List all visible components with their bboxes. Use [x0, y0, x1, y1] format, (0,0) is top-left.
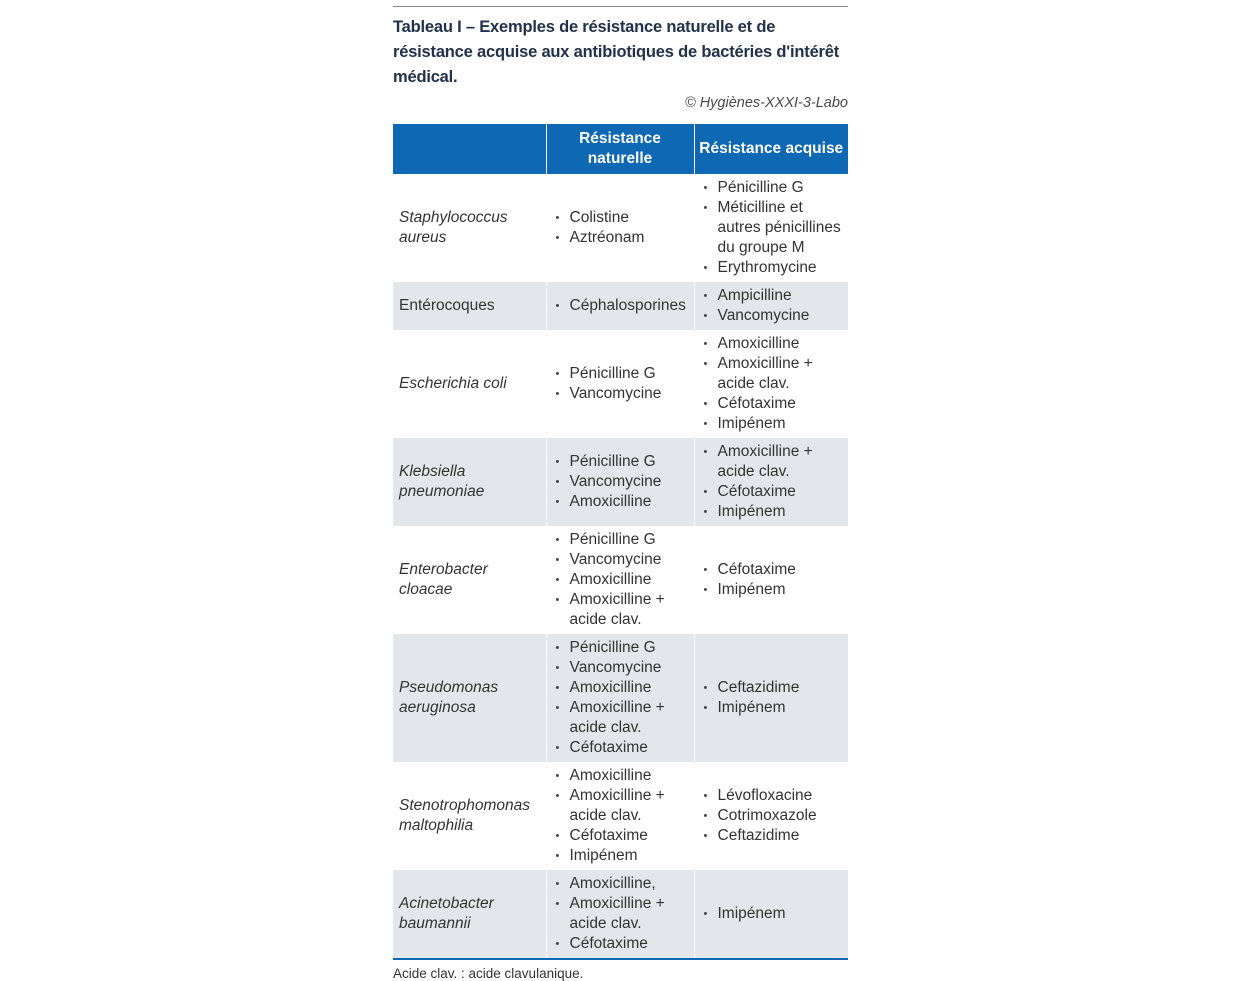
- antibiotic-list: [701, 904, 845, 924]
- antibiotic-item: • Amoxicilline: [553, 570, 690, 590]
- antibiotic-list: [701, 286, 845, 326]
- species-cell: Klebsiella pneumoniae: [393, 438, 546, 526]
- antibiotic-list: [701, 678, 845, 718]
- antibiotic-list: [553, 874, 690, 954]
- antibiotic-list: [553, 530, 690, 630]
- species-cell: Enterobacter cloacae: [399, 561, 488, 598]
- antibiotic-item: • Ceftazidime: [701, 826, 845, 846]
- antibiotic-item: • Amoxicilline,: [553, 874, 690, 894]
- antibiotic-item: • Lévofloxacine: [701, 786, 845, 806]
- antibiotic-item: • Vancomycine: [553, 472, 690, 492]
- header-row: [393, 124, 848, 174]
- header-species: [393, 124, 546, 174]
- table-row: [393, 870, 848, 958]
- antibiotic-item: • Erythromycine: [701, 258, 845, 278]
- antibiotic-item: • Céfotaxime: [701, 560, 845, 580]
- antibiotic-item: • Cotrimoxazole: [701, 806, 845, 826]
- acquired-resistance-cell: [694, 870, 848, 958]
- antibiotic-item: • Céfotaxime: [701, 482, 845, 502]
- table-row: [393, 526, 848, 634]
- antibiotic-item: • Ampicilline: [701, 286, 845, 306]
- acquired-resistance-cell: [694, 634, 848, 762]
- antibiotic-item: • Céfotaxime: [701, 394, 845, 414]
- antibiotic-item: • Amoxicilline + acide clav.: [553, 698, 690, 738]
- antibiotic-item: • Céfotaxime: [553, 934, 690, 954]
- header-natural-resistance: Résistance naturelle: [546, 124, 694, 174]
- natural-resistance-cell: [546, 634, 694, 762]
- antibiotic-list: [553, 296, 690, 316]
- antibiotic-list: [701, 786, 845, 846]
- antibiotic-item: • Vancomycine: [553, 550, 690, 570]
- antibiotic-item: • Imipénem: [701, 698, 845, 718]
- antibiotic-item: • Amoxicilline + acide clav.: [553, 786, 690, 826]
- acquired-resistance-cell: [694, 174, 848, 282]
- table-row: [393, 438, 848, 526]
- table-row: [393, 634, 848, 762]
- antibiotic-item: • Vancomycine: [553, 384, 690, 404]
- antibiotic-list: [553, 638, 690, 758]
- antibiotic-item: • Amoxicilline: [553, 492, 690, 512]
- species-cell: Staphylococcus aureus: [399, 209, 508, 246]
- antibiotic-list: [553, 364, 690, 404]
- antibiotic-list: [701, 178, 845, 278]
- acquired-resistance-cell: [694, 438, 848, 526]
- antibiotic-item: • Amoxicilline + acide clav.: [701, 354, 845, 394]
- top-rule: [393, 6, 848, 7]
- antibiotic-item: • Amoxicilline: [701, 334, 845, 354]
- natural-resistance-cell: [546, 174, 694, 282]
- antibiotic-item: • Pénicilline G: [701, 178, 845, 198]
- natural-resistance-cell: [546, 438, 694, 526]
- table-row: [393, 762, 848, 870]
- antibiotic-item: • Amoxicilline: [553, 766, 690, 786]
- species-cell: Pseudomonas aeruginosa: [393, 634, 546, 762]
- antibiotic-list: [553, 452, 690, 512]
- antibiotic-item: • Amoxicilline: [553, 678, 690, 698]
- acquired-resistance-cell: [694, 762, 848, 870]
- antibiotic-item: • Céfotaxime: [553, 738, 690, 758]
- antibiotic-item: • Vancomycine: [701, 306, 845, 326]
- antibiotic-item: • Imipénem: [553, 846, 690, 866]
- natural-resistance-cell: [546, 762, 694, 870]
- header-acquired-resistance: Résistance acquise: [694, 124, 848, 174]
- antibiotic-item: • Amoxicilline + acide clav.: [701, 442, 845, 482]
- table-row: [393, 174, 848, 282]
- antibiotic-item: • Colistine: [553, 208, 690, 228]
- acquired-resistance-cell: [694, 282, 848, 330]
- antibiotic-item: • Céphalosporines: [553, 296, 690, 316]
- antibiotic-item: • Amoxicilline + acide clav.: [553, 894, 690, 934]
- table-figure: [393, 0, 848, 981]
- antibiotic-item: • Imipénem: [701, 414, 845, 434]
- table-row: [393, 282, 848, 330]
- antibiotic-item: • Pénicilline G: [553, 452, 690, 472]
- antibiotic-item: • Pénicilline G: [553, 364, 690, 384]
- credit-line: © Hygiènes-XXXI-3-Labo: [684, 95, 848, 111]
- antibiotic-list: [701, 442, 845, 522]
- bottom-rule: [393, 958, 848, 960]
- table-body: [393, 174, 848, 958]
- antibiotic-item: • Imipénem: [701, 580, 845, 600]
- antibiotic-item: • Méticilline et autres pénicillines du groupe M: [701, 198, 845, 258]
- natural-resistance-cell: [546, 330, 694, 438]
- antibiotic-list: [553, 766, 690, 866]
- natural-resistance-cell: [546, 526, 694, 634]
- acquired-resistance-cell: [694, 526, 848, 634]
- natural-resistance-cell: [546, 282, 694, 330]
- antibiotic-item: • Imipénem: [701, 904, 845, 924]
- antibiotic-item: • Aztréonam: [553, 228, 690, 248]
- species-cell: Stenotrophomonas maltophilia: [399, 797, 530, 834]
- table-row: [393, 330, 848, 438]
- resistance-table: [393, 124, 848, 958]
- acquired-resistance-cell: [694, 330, 848, 438]
- antibiotic-item: • Imipénem: [701, 502, 845, 522]
- antibiotic-list: [701, 560, 845, 600]
- footnote: Acide clav. : acide clavulanique.: [393, 966, 584, 981]
- antibiotic-item: • Céfotaxime: [553, 826, 690, 846]
- table-caption: Tableau I – Exemples de résistance naturelle et de résistance acquise aux antibiotiques de bactéries d'intérêt médical.: [393, 18, 840, 86]
- species-cell: Acinetobacter baumannii: [393, 870, 546, 958]
- species-cell: Entérocoques: [393, 282, 546, 330]
- antibiotic-item: • Amoxicilline + acide clav.: [553, 590, 690, 630]
- antibiotic-item: • Pénicilline G: [553, 638, 690, 658]
- species-cell: Escherichia coli: [399, 375, 507, 392]
- antibiotic-list: [553, 208, 690, 248]
- natural-resistance-cell: [546, 870, 694, 958]
- antibiotic-item: • Vancomycine: [553, 658, 690, 678]
- antibiotic-list: [701, 334, 845, 434]
- antibiotic-item: • Pénicilline G: [553, 530, 690, 550]
- antibiotic-item: • Ceftazidime: [701, 678, 845, 698]
